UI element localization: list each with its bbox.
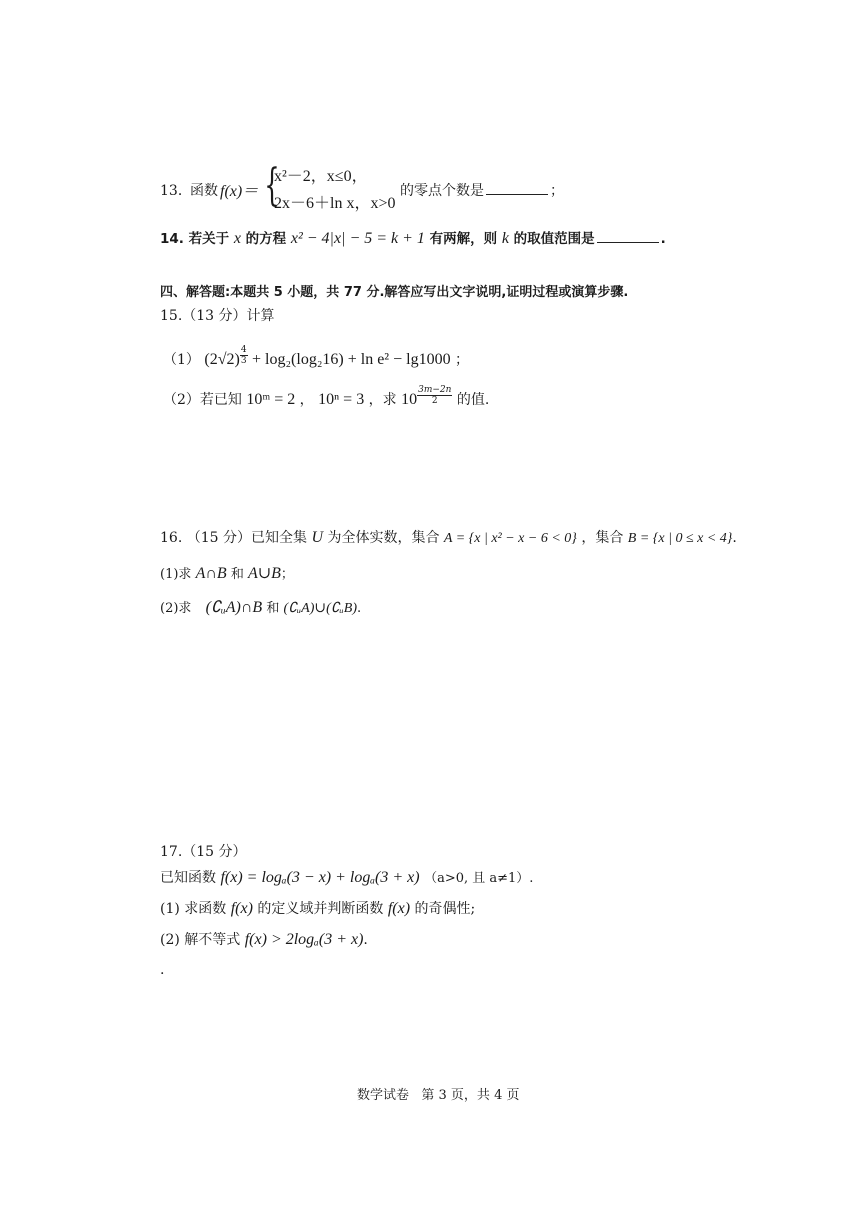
q16-part2 [160,597,361,617]
q17-intro [160,867,533,887]
q16-stem [160,527,737,547]
q13-answer-blank [486,194,548,195]
q13-case2: 2x－6＋ln x，x>0 [274,195,396,212]
q14-mid: 的方程 [245,231,287,247]
q16-p2-end: . [356,601,362,616]
q15-p2-mid: ，求 [368,392,397,408]
q16-p2-a: (∁ᵤA)∩B [205,599,263,616]
q17-title: 17.（15 分） [160,844,247,860]
q14-number: 14. 若关于 [160,231,230,247]
q17-intro-a: 已知函数 [160,870,216,886]
q13-number: 13． [160,183,192,199]
q14-equation: x² − 4|x| − 5 = k + 1 [290,230,425,247]
q13-brace: { [264,160,280,211]
q14-tail: 的取值范围是 [513,231,595,247]
q16-p1-a: A∩B [195,565,227,582]
q15-p2-exp-num: 3m−2n [418,385,452,395]
q13-tail-text: 的零点个数是 [400,183,484,199]
q17-p1-c: 的奇偶性; [414,901,476,917]
q16-part1 [160,563,294,583]
q16-p1-b: A∪B [247,565,281,582]
q17-p2-f: f(x) > 2logₐ(3 + x) [244,931,364,948]
q15-p2-label: （2）若已知 [163,392,242,408]
q15-p2-exponent [417,385,452,406]
q15-part2 [163,385,489,409]
q14-var: x [233,230,241,247]
q17-p1-f: f(x) [230,900,253,917]
q15-p1-exp-den: 3 [240,356,247,366]
q16-setB: B = {x | 0 ≤ x < 4} [627,531,733,546]
q15-p2-cond-a: 10ᵐ = 2 [246,391,296,408]
q16-p2-label: (2)求 [160,601,192,616]
q17-function: f(x) = logₐ(3 − x) + logₐ(3 + x) [220,869,420,886]
q14-answer-blank [597,242,659,243]
q15-p1-label: （1） [163,352,200,368]
q15-p1-expr-a: (2√2) [204,351,240,368]
q16-p2-b: (∁ᵤA)∪(∁ᵤB) [283,601,357,616]
section-4-heading: 四、解答题:本题共 5 小题，共 77 分.解答应写出文字说明,证明过程或演算步骤. [160,285,629,300]
q14 [160,227,666,248]
stray-dot: . [160,962,165,978]
q15-title: 15.（13 分）计算 [160,308,275,324]
q14-end: . [660,231,666,247]
q17-p1-a: (1) 求函数 [160,901,227,917]
q16-setA: A = {x | x² − x − 6 < 0} [443,531,577,546]
q15-p1-exponent [240,345,248,366]
q14-mid2: 有两解，则 [429,231,498,247]
q15-p1-expr-b: + log₂(log₂16) + ln e² − lg1000 [252,351,451,368]
q13-lead: 函数 [190,183,218,199]
q13-func: f(x)＝ [220,183,259,200]
q17-part1 [160,898,475,918]
q16-p1-label: (1)求 [160,567,192,582]
q16-p1-end: ； [280,567,294,582]
q15-p2-sep: ， [299,392,314,408]
q16-end: . [732,530,737,546]
q16-title-b: 为全体实数，集合 [327,530,440,546]
q13-case1: x²－2，x≤0， [274,168,368,185]
q16-U: U [311,529,323,546]
q16-title-c: ，集合 [581,530,624,546]
page-footer: 数学试卷 第 3 页，共 4 页 [357,1088,520,1103]
q16-p1-and: 和 [230,567,244,582]
q16-title-a: 16. （15 分）已知全集 [160,530,307,546]
q14-k: k [501,230,509,247]
q16-p2-and: 和 [266,601,280,616]
q15-p2-base: 10 [401,391,418,408]
q15-p2-end: 的值. [456,392,490,408]
q17-p2-a: (2) 解不等式 [160,932,241,948]
q15-p2-exp-den: 2 [431,396,438,406]
q15-p2-cond-b: 10ⁿ = 3 [318,391,365,408]
q15-p1-end: ； [455,352,470,368]
q17-p1-f2: f(x) [387,900,411,917]
q17-p2-end: . [363,932,368,948]
q13-tail [400,180,564,200]
q15-part1 [163,345,469,369]
q15-p1-exp-num: 4 [240,345,247,355]
q17-intro-b: （a>0, 且 a≠1）. [424,871,534,886]
q17-p1-b: 的定义域并判断函数 [257,901,384,917]
q13-end: ； [550,183,564,199]
q17-part2 [160,929,368,949]
